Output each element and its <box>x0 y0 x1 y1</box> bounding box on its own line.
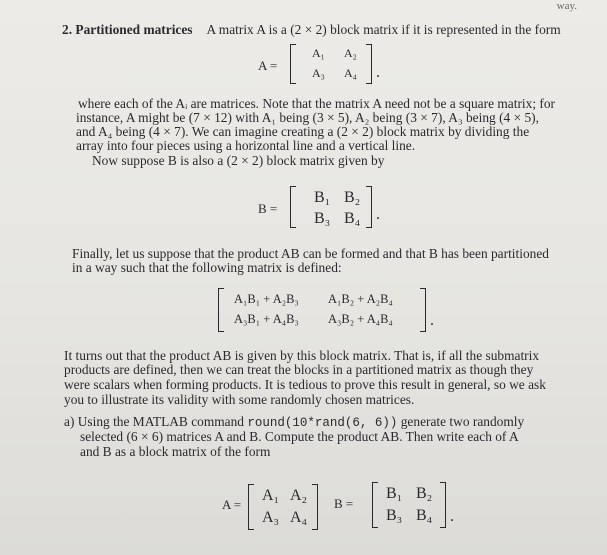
bottom-b-label: B = <box>334 496 354 511</box>
bottom-b2: B₂ <box>416 485 433 502</box>
part-a-suffix: generate two randomly <box>397 414 525 429</box>
para3-line: products are defined, then we can treat the blocks in a partitioned matrix as though they <box>64 362 534 377</box>
block-a3: A₃ <box>312 66 325 80</box>
bottom-b4: B₄ <box>416 507 433 524</box>
matrix-a-label: A = <box>258 58 278 73</box>
bottom-a-label: A = <box>222 497 242 512</box>
block-b3: B₃ <box>314 210 331 227</box>
matrix-a-period: . <box>376 64 380 81</box>
left-bracket <box>290 44 296 84</box>
bottom-b3: B₃ <box>386 507 403 524</box>
left-bracket <box>290 186 296 228</box>
product-cell-21: A₃B₁ + A₄B₃ <box>234 312 299 326</box>
para3-line: It turns out that the product AB is given by this block matrix. That is, if all the submatrix <box>64 348 540 363</box>
block-b2: B₂ <box>344 189 361 206</box>
corner-text-fragment: way. <box>556 0 577 12</box>
part-a-line2: selected (6 × 6) matrices A and B. Compute the product AB. Then write each of A <box>80 429 519 444</box>
matlab-command: round(10*rand(6, 6)) <box>247 416 398 430</box>
bottom-a4: A₄ <box>290 509 308 526</box>
right-bracket <box>440 482 446 528</box>
bottom-a3: A₃ <box>262 509 280 526</box>
bottom-b-period: . <box>450 508 454 525</box>
para2-line: in a way such that the following matrix is defined: <box>72 260 342 275</box>
product-cell-12: A₁B₂ + A₂B₄ <box>328 292 393 306</box>
product-cell-22: A₃B₂ + A₄B₄ <box>328 312 393 326</box>
block-a1: A₁ <box>312 46 325 60</box>
block-a4: A₄ <box>344 66 357 80</box>
para3-line: were scalars when forming products. It is tedious to prove this result in general, so we ask <box>64 377 546 392</box>
section-intro: A matrix A is a (2 × 2) block matrix if it is represented in the form <box>206 22 561 37</box>
left-bracket <box>372 482 378 528</box>
section-heading-line <box>62 22 561 37</box>
block-b1: B₁ <box>314 189 331 206</box>
para1-line: and A₄ being (4 × 7). We can imagine creating a (2 × 2) block matrix by dividing the <box>76 124 530 139</box>
right-bracket <box>366 186 372 228</box>
para2-line: Finally, let us suppose that the product AB can be formed and that B has been partitioned <box>72 246 549 261</box>
block-b4: B₄ <box>344 210 361 227</box>
right-bracket <box>420 288 426 332</box>
matrix-b-label: B = <box>258 201 278 216</box>
bottom-a2: A₂ <box>290 487 308 504</box>
right-bracket <box>312 484 318 530</box>
para1-line: Now suppose B is also a (2 × 2) block matrix given by <box>92 153 385 168</box>
product-period: . <box>430 312 434 329</box>
right-bracket <box>366 44 372 84</box>
block-a2: A₂ <box>344 46 357 60</box>
matrix-b-period: . <box>376 206 380 223</box>
left-bracket <box>248 484 254 530</box>
part-a-line3: and B as a block matrix of the form <box>80 444 271 459</box>
bottom-a1: A₁ <box>262 487 280 504</box>
product-cell-11: A₁B₁ + A₂B₃ <box>234 292 299 306</box>
para1-line: where each of the Aᵢ are matrices. Note that the matrix A need not be a square matrix; for <box>78 96 556 111</box>
section-title: 2. Partitioned matrices <box>62 22 193 37</box>
para1-line: array into four pieces using a horizontal line and a vertical line. <box>76 138 416 153</box>
left-bracket <box>218 288 224 332</box>
bottom-b1: B₁ <box>386 485 403 502</box>
para1-line: instance, A might be (7 × 12) with A₁ being (3 × 5), A₂ being (3 × 7), A₃ being (4 × 5), <box>76 110 539 125</box>
part-a-prefix: a) Using the MATLAB command <box>64 414 248 429</box>
para3-line: you to illustrate its validity with some randomly chosen matrices. <box>64 392 415 407</box>
